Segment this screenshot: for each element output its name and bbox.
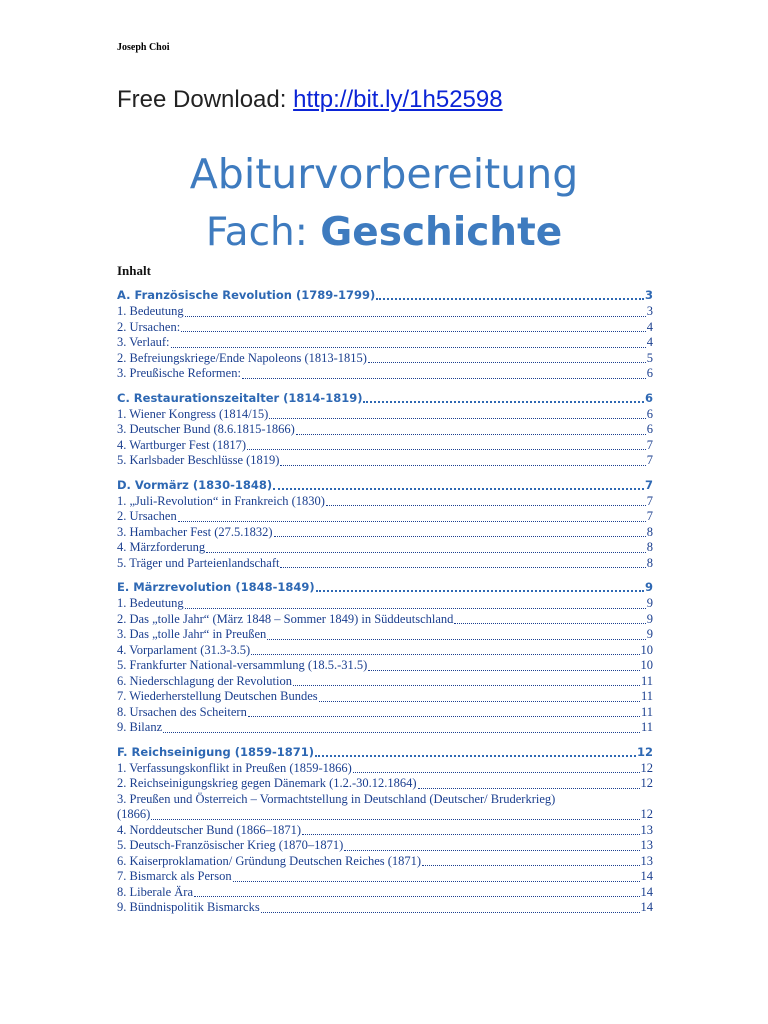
page-number: 13	[640, 822, 653, 837]
dot-leader	[326, 504, 646, 506]
page-number: 12	[640, 776, 653, 790]
toc-entry[interactable]	[117, 792, 653, 823]
toc-entry[interactable]	[117, 823, 653, 839]
toc-entry[interactable]	[117, 556, 653, 572]
toc-section	[117, 286, 653, 382]
toc-entry[interactable]	[117, 689, 653, 705]
toc-entry[interactable]	[117, 509, 653, 525]
dot-leader	[151, 818, 639, 820]
dot-leader	[269, 417, 645, 419]
toc-entry[interactable]	[117, 407, 653, 423]
dot-leader	[185, 315, 646, 317]
toc-entry-label: 5. Karlsbader Beschlüsse (1819)	[117, 453, 280, 467]
toc-entry-label-continued: (1866)	[117, 807, 151, 821]
dot-leader	[267, 638, 645, 640]
toc-entry-label: 2. Das „tolle Jahr“ (März 1848 – Sommer 1849) in Süddeutschland	[117, 611, 454, 626]
toc-entry-label: 4. Märzforderung	[117, 540, 206, 554]
page-number: 3	[646, 304, 653, 318]
page-number: 8	[646, 524, 653, 539]
toc-section-heading[interactable]	[117, 578, 653, 596]
toc-section-label: E. Märzrevolution (1848-1849)	[117, 580, 315, 594]
page-number: 14	[640, 869, 653, 883]
page-number: 9	[646, 611, 653, 626]
toc-entry[interactable]	[117, 422, 653, 438]
toc-entry-label: 3. Hambacher Fest (27.5.1832)	[117, 524, 273, 539]
toc-entry[interactable]	[117, 335, 653, 351]
dot-leader	[296, 433, 646, 435]
page-number: 6	[646, 422, 653, 436]
toc-entry-label: 8. Ursachen des Scheitern	[117, 704, 247, 719]
toc-section-label: C. Restaurationszeitalter (1814-1819)	[117, 390, 363, 405]
page-number: 7	[646, 509, 653, 523]
toc-entry[interactable]	[117, 351, 653, 367]
toc-entry[interactable]	[117, 869, 653, 885]
subtitle-prefix: Fach:	[205, 210, 321, 255]
page-number: 12	[636, 744, 653, 759]
table-of-contents	[117, 286, 653, 923]
page-number: 6	[646, 366, 653, 380]
page-number: 14	[640, 900, 653, 914]
toc-entry[interactable]	[117, 643, 653, 659]
toc-entry-label: 6. Niederschlagung der Revolution	[117, 673, 292, 688]
toc-entry[interactable]	[117, 304, 653, 320]
dot-leader	[315, 754, 636, 757]
toc-entry[interactable]	[117, 596, 653, 612]
toc-entry-label: 6. Kaiserproklamation/ Gründung Deutschen Reiches (1871)	[117, 853, 422, 868]
page-number: 12	[640, 760, 653, 775]
page-number: 4	[646, 319, 653, 334]
dot-leader	[261, 911, 640, 913]
dot-leader	[242, 377, 646, 379]
dot-leader	[454, 622, 645, 624]
toc-section	[117, 743, 653, 916]
dot-leader	[280, 464, 645, 466]
toc-entry[interactable]	[117, 627, 653, 643]
toc-entry-label: 5. Deutsch-Französischer Krieg (1870–1871)	[117, 838, 344, 852]
download-link[interactable]: http://bit.ly/1h52598	[293, 86, 503, 113]
page-number: 9	[644, 580, 653, 594]
toc-entry-label: 3. Preußische Reformen:	[117, 366, 241, 380]
page-number: 7	[646, 437, 653, 452]
toc-entry-label: 3. Preußen und Österreich – Vormachtstellung in Deutschland (Deutscher/ Bruderkrieg)	[117, 791, 556, 806]
toc-entry[interactable]	[117, 320, 653, 336]
dot-leader	[368, 361, 646, 363]
dot-leader	[316, 589, 644, 592]
dot-leader	[248, 715, 640, 717]
page-number: 5	[646, 350, 653, 365]
toc-section-heading[interactable]	[117, 389, 653, 407]
page-number: 14	[640, 884, 653, 899]
download-line	[117, 86, 503, 114]
toc-entry[interactable]	[117, 900, 653, 916]
toc-entry-label: 2. Reichseinigungskrieg gegen Dänemark (1.2.-30.12.1864)	[117, 776, 417, 790]
dot-leader	[251, 653, 639, 655]
dot-leader	[418, 787, 640, 789]
toc-entry[interactable]	[117, 438, 653, 454]
toc-entry[interactable]	[117, 705, 653, 721]
dot-leader	[163, 731, 640, 733]
toc-entry-label: 8. Liberale Ära	[117, 884, 194, 899]
page-number: 7	[646, 493, 653, 508]
toc-entry-label: 2. Ursachen:	[117, 319, 181, 334]
page-number: 7	[646, 453, 653, 467]
toc-entry[interactable]	[117, 494, 653, 510]
author-name: Joseph Choi	[117, 42, 170, 53]
page-number: 11	[640, 673, 653, 688]
toc-section	[117, 389, 653, 469]
page-number: 11	[640, 720, 653, 734]
page-number: 6	[646, 406, 653, 421]
toc-entry-label: 5. Frankfurter National-versammlung (18.5.-31.5)	[117, 658, 368, 672]
page-number: 3	[644, 288, 653, 302]
toc-section-label: F. Reichseinigung (1859-1871)	[117, 744, 314, 759]
toc-section	[117, 578, 653, 736]
toc-section-heading[interactable]	[117, 286, 653, 304]
page-number: 4	[646, 335, 653, 349]
toc-entry[interactable]	[117, 612, 653, 628]
document-title: Abiturvorbereitung	[189, 150, 579, 198]
toc-entry[interactable]	[117, 776, 653, 792]
dot-leader	[273, 487, 644, 490]
page-number: 10	[640, 642, 653, 657]
dot-leader	[171, 346, 646, 348]
toc-entry[interactable]	[117, 761, 653, 777]
page-number: 9	[646, 596, 653, 610]
toc-entry-label: 9. Bilanz	[117, 720, 163, 734]
page-number: 13	[640, 838, 653, 852]
toc-entry-label: 3. Das „tolle Jahr“ in Preußen	[117, 627, 267, 641]
page-number: 7	[644, 477, 653, 492]
toc-section-heading[interactable]	[117, 476, 653, 494]
toc-entry-label: 3. Verlauf:	[117, 335, 170, 349]
dot-leader	[422, 864, 639, 866]
dot-leader	[293, 684, 640, 686]
dot-leader	[185, 607, 646, 609]
toc-entry-label: 2. Ursachen	[117, 509, 177, 523]
toc-entry-label: 4. Norddeutscher Bund (1866–1871)	[117, 822, 301, 837]
page-number: 9	[646, 627, 653, 641]
dot-leader	[353, 771, 640, 773]
download-prefix: Free Download:	[117, 86, 294, 113]
toc-section-label: D. Vormärz (1830-1848)	[117, 477, 273, 492]
dot-leader	[194, 895, 639, 897]
document-subtitle	[0, 210, 768, 255]
page-number: 8	[646, 540, 653, 554]
toc-entry[interactable]	[117, 525, 653, 541]
toc-section-heading[interactable]	[117, 743, 653, 761]
toc-entry-label: 1. „Juli-Revolution“ in Frankreich (1830)	[117, 493, 325, 508]
toc-entry-label: 4. Vorparlament (31.3-3.5)	[117, 642, 251, 657]
dot-leader	[233, 880, 640, 882]
toc-entry[interactable]	[117, 366, 653, 382]
toc-entry[interactable]	[117, 720, 653, 736]
dot-leader	[280, 566, 645, 568]
dot-leader	[181, 330, 646, 332]
dot-leader	[206, 551, 646, 553]
dot-leader	[319, 700, 640, 702]
toc-entry-continuation	[117, 807, 653, 823]
dot-leader	[344, 849, 639, 851]
page-number: 12	[640, 807, 653, 821]
dot-leader	[376, 297, 644, 300]
toc-entry-label: 7. Bismarck als Person	[117, 869, 232, 883]
toc-section	[117, 476, 653, 572]
toc-section-label: A. Französische Revolution (1789-1799)	[117, 288, 376, 302]
toc-entry-label: 1. Wiener Kongress (1814/15)	[117, 406, 269, 421]
toc-entry-label: 4. Wartburger Fest (1817)	[117, 437, 247, 452]
toc-entry-label: 3. Deutscher Bund (8.6.1815-1866)	[117, 422, 295, 436]
toc-entry[interactable]	[117, 540, 653, 556]
toc-entry[interactable]	[117, 674, 653, 690]
page-number: 6	[644, 390, 653, 405]
toc-entry-label: 1. Verfassungskonflikt in Preußen (1859-1866)	[117, 760, 352, 775]
toc-entry-label: 9. Bündnispolitik Bismarcks	[117, 900, 260, 914]
toc-entry[interactable]	[117, 854, 653, 870]
page-number: 8	[646, 555, 653, 570]
dot-leader	[247, 448, 646, 450]
subtitle-subject: Geschichte	[320, 210, 563, 255]
toc-entry[interactable]	[117, 453, 653, 469]
dot-leader	[368, 669, 639, 671]
toc-entry-label: 1. Bedeutung	[117, 304, 184, 318]
dot-leader	[178, 520, 646, 522]
toc-entry[interactable]	[117, 885, 653, 901]
toc-entry-label: 2. Befreiungskriege/Ende Napoleons (1813-1815)	[117, 350, 367, 365]
toc-heading: Inhalt	[117, 263, 151, 278]
dot-leader	[274, 535, 646, 537]
page-number: 11	[640, 689, 653, 703]
dot-leader	[363, 400, 644, 403]
toc-entry-label: 7. Wiederherstellung Deutschen Bundes	[117, 689, 318, 703]
page-number: 13	[640, 853, 653, 868]
page-number: 10	[640, 658, 653, 672]
toc-entry-label: 1. Bedeutung	[117, 596, 184, 610]
page-number: 11	[640, 704, 653, 719]
toc-entry[interactable]	[117, 658, 653, 674]
toc-entry-label: 5. Träger und Parteienlandschaft	[117, 555, 280, 570]
dot-leader	[302, 833, 640, 835]
toc-entry[interactable]	[117, 838, 653, 854]
